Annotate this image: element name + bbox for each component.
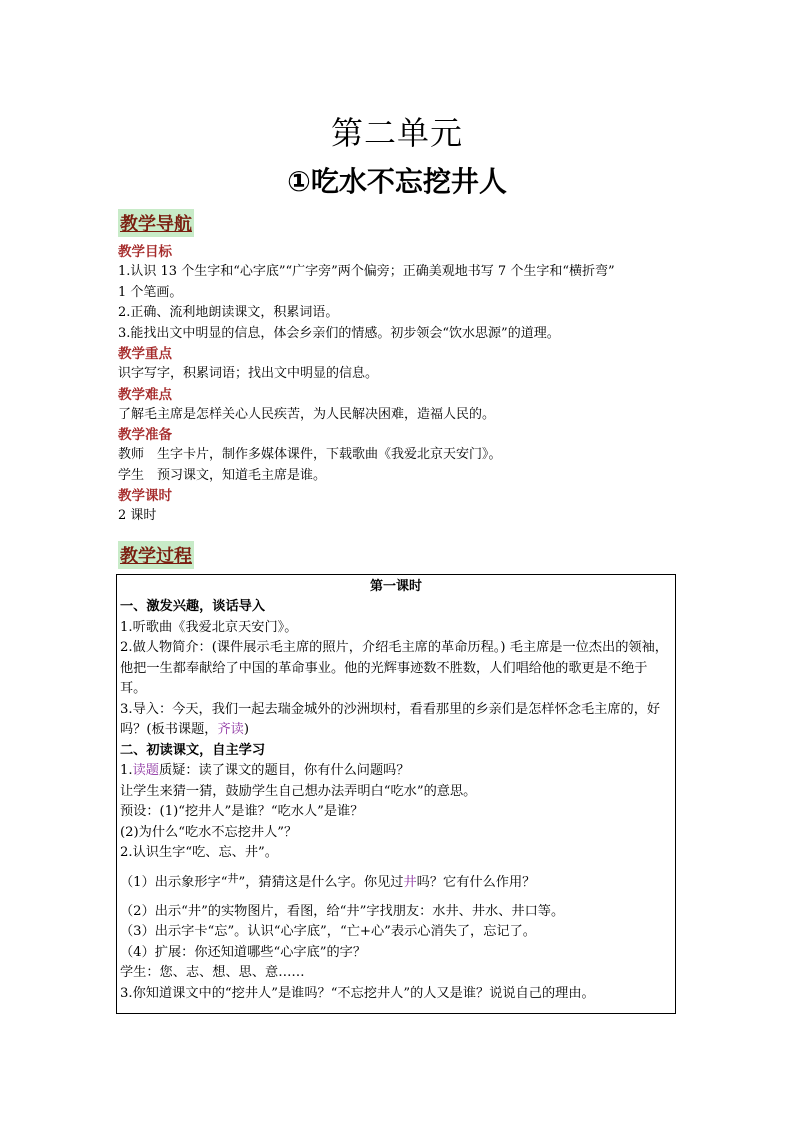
section-2-line-6	[120, 870, 672, 896]
highlight-read-together: 齐读	[217, 722, 244, 737]
preparation-teacher: 教师 生字卡片，制作多媒体课件，下载歌曲《我爱北京天安门》。	[118, 447, 502, 462]
section-2-line-10: 学生：您、志、想、思、意……	[120, 965, 305, 980]
section-2-line-6-b: ”，猜猜这是什么字。你见过	[238, 874, 404, 890]
section-2-line-7: （2）出示“井”的实物图片，看图，给“井”字找朋友：水井、井水、井口等。	[120, 903, 565, 919]
difficulties-text: 了解毛主席是怎样关心人民疾苦，为人民解决困难，造福人民的。	[118, 406, 496, 422]
lesson-title: ①吃水不忘挖井人	[287, 165, 507, 198]
goal-line: 1 个笔画。	[118, 284, 183, 300]
goal-line: 3.能找出文中明显的信息，体会乡亲们的情感。初步领会“饮水思源”的道理。	[118, 325, 560, 341]
section-2-title: 二、初读课文，自主学习	[120, 742, 266, 758]
teaching-nav-heading: 教学导航	[118, 209, 194, 237]
goal-line: 1.认识 13 个生字和“心字底”“广字旁”两个偏旁；正确美观地书写 7 个生字和“横折弯”	[118, 264, 615, 279]
section-2-line-4: (2)为什么“吃水不忘挖井人”？	[120, 824, 298, 840]
section-1-line-2: 2.做人物简介：(课件展示毛主席的照片，介绍毛主席的革命历程。) 毛主席是一位杰出的领袖，他把一生都奉献给了中国的革命事业。他的光辉事迹数不胜数，人们唱给他的歌更是不绝于耳。	[120, 640, 668, 696]
section-2-line-6-a: （1）出示象形字“	[120, 874, 228, 890]
section-2-line-5: 2.认识生字“吃、忘、井”。	[120, 845, 278, 860]
class-hours-text: 2 课时	[118, 508, 157, 523]
teaching-process-heading: 教学过程	[118, 541, 194, 569]
section-1-line-3	[120, 700, 672, 741]
box-title: 第一课时	[369, 579, 422, 594]
preparation-student: 学生 预习课文，知道毛主席是谁。	[118, 467, 327, 483]
section-2-line-11: 3.你知道课文中的“挖井人”是谁吗？“不忘挖井人”的人又是谁？说说自己的理由。	[120, 985, 595, 1001]
key-points-text: 识字写字，积累词语；找出文中明显的信息。	[118, 366, 379, 381]
unit-title: 第二单元	[330, 114, 463, 152]
goal-line: 2.正确、流利地朗读课文，积累词语。	[118, 305, 339, 320]
difficulties-label: 教学难点	[118, 386, 172, 403]
section-2-line-1-num: 1.	[120, 763, 133, 778]
section-2-line-3: 预设：(1)“挖井人”是谁？“吃水人”是谁？	[120, 804, 364, 819]
goals-label: 教学目标	[118, 244, 172, 260]
highlight-well: 井	[403, 874, 417, 890]
section-2-line-1	[120, 761, 672, 782]
section-2-line-1-text: 质疑：读了课文的题目，你有什么问题吗？	[158, 763, 410, 778]
lesson-process-box	[116, 574, 676, 1014]
class-hours-label: 教学课时	[118, 488, 172, 504]
section-2-line-9: （4）扩展：你还知道哪些“心字底”的字？	[120, 944, 367, 960]
section-1-line-3-text: 3.导入：今天，我们一起去瑞金城外的沙洲坝村，看看那里的乡亲们是怎样怀念毛主席的，好吗？(板书课题，	[120, 701, 661, 737]
section-2-line-2: 让学生来猜一猜，鼓励学生自己想办法弄明白“吃水”的意思。	[120, 783, 477, 799]
section-1-line-3-end: )	[243, 722, 249, 737]
section-1-line-1: 1.听歌曲《我爱北京天安门》。	[120, 619, 298, 635]
pictograph-well-glyph: 井	[227, 871, 239, 885]
section-1-title: 一、激发兴趣，谈话导入	[120, 599, 266, 614]
preparation-label: 教学准备	[118, 427, 172, 443]
teaching-nav-section	[118, 242, 678, 527]
key-points-label: 教学重点	[118, 346, 172, 362]
section-2-line-8: （3）出示字卡“忘”。认识“心字底”，“亡+心”表示心消失了，忘记了。	[120, 924, 536, 939]
highlight-read-title: 读题	[132, 763, 159, 778]
section-2-line-6-c: 吗？它有什么作用？	[416, 874, 536, 890]
